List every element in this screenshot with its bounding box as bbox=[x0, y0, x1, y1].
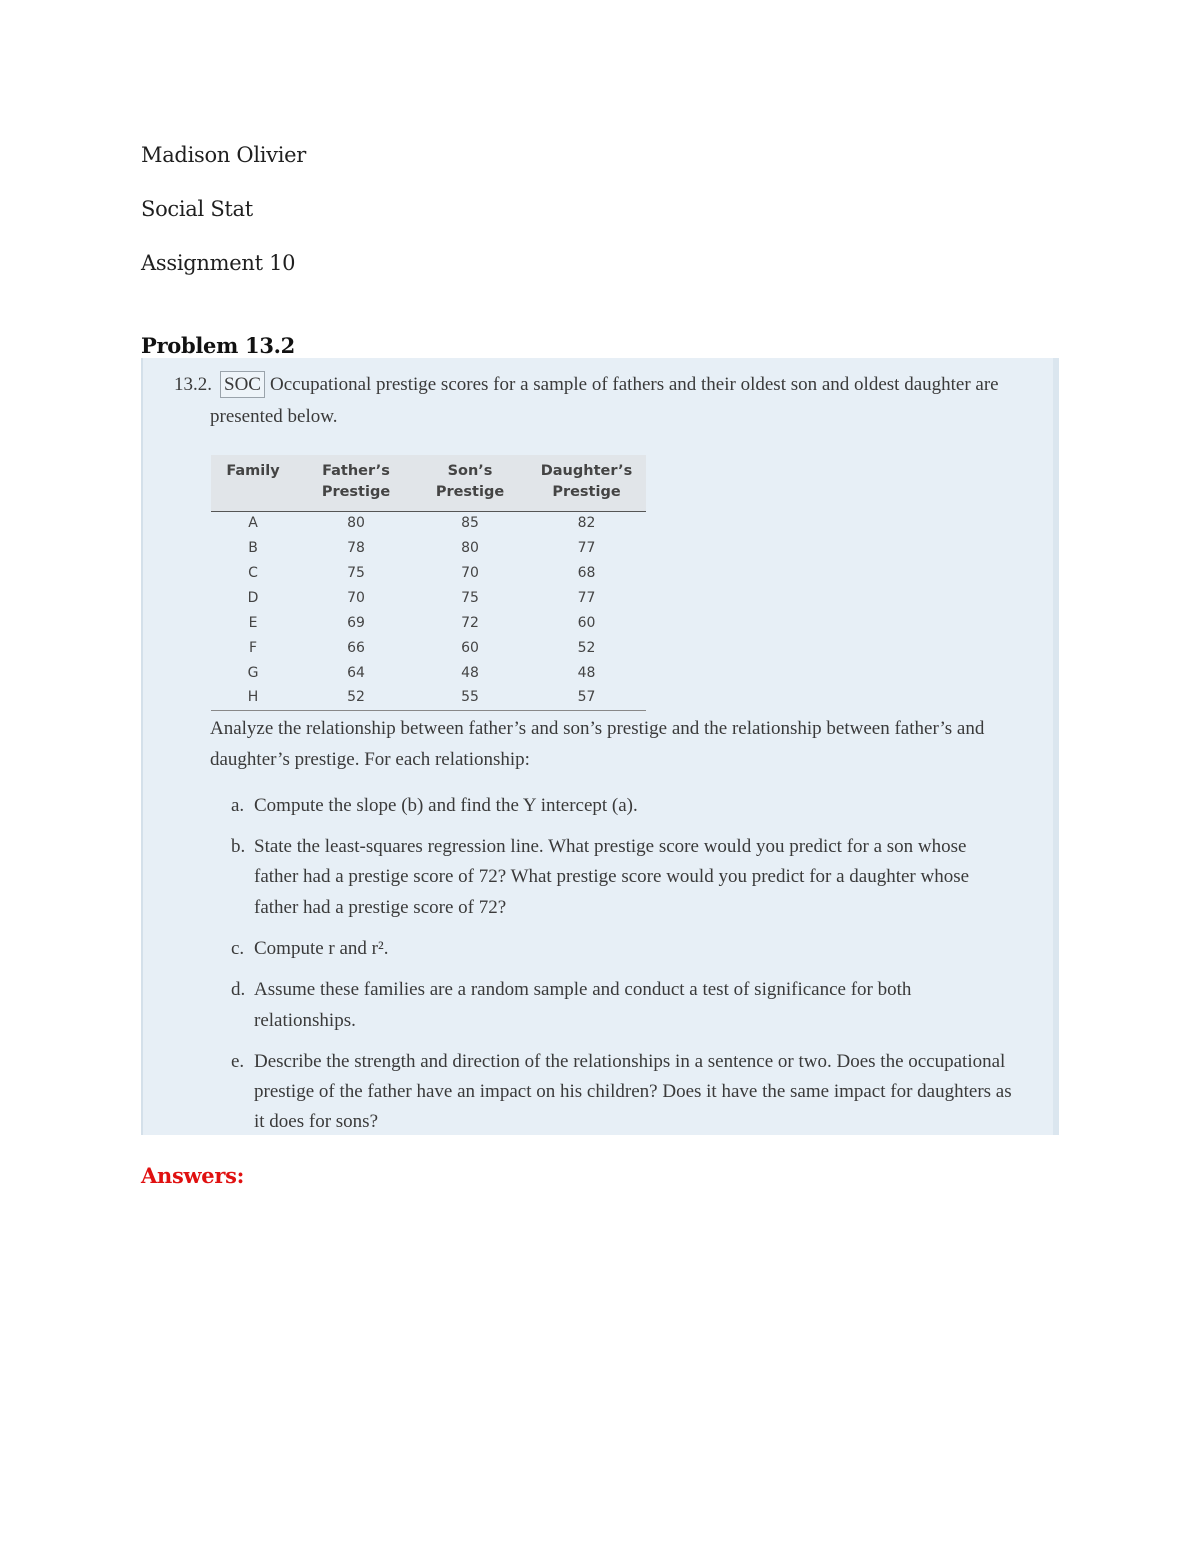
cell-daughter: 60 bbox=[577, 615, 596, 631]
problem-excerpt-panel bbox=[141, 358, 1059, 1135]
part-a-text: Compute the slope (b) and find the Y intercept (a). bbox=[254, 795, 638, 816]
cell-family: E bbox=[248, 615, 258, 631]
cell-family: H bbox=[247, 689, 259, 705]
table-row bbox=[211, 611, 646, 636]
cell-son: 75 bbox=[461, 590, 479, 606]
cell-daughter: 77 bbox=[577, 540, 596, 556]
question-number: 13.2. bbox=[174, 374, 212, 395]
cell-daughter: 57 bbox=[577, 689, 596, 705]
header-fathers-prestige: Father’s Prestige bbox=[321, 463, 391, 500]
analyze-line-2: daughter’s prestige. For each relationship: bbox=[210, 749, 530, 770]
cell-daughter: 77 bbox=[577, 590, 596, 606]
part-e-line-2: prestige of the father have an impact on his children? Does it have the same impact for daughters as bbox=[254, 1081, 1012, 1102]
part-d-line-1: Assume these families are a random sample and conduct a test of significance for both bbox=[254, 979, 912, 1000]
table-row bbox=[211, 636, 646, 661]
part-b-label: b. bbox=[231, 836, 246, 857]
part-d-label: d. bbox=[231, 979, 246, 1000]
assignment-title: Assignment 10 bbox=[141, 251, 296, 275]
cell-father: 80 bbox=[347, 515, 365, 531]
subject-tag: SOC bbox=[220, 371, 265, 398]
cell-father: 69 bbox=[347, 615, 365, 631]
cell-family: A bbox=[248, 515, 258, 531]
cell-daughter: 82 bbox=[577, 515, 596, 531]
cell-daughter: 68 bbox=[577, 565, 596, 581]
part-b-line-2: father had a prestige score of 72? What prestige score would you predict for a daughter whose bbox=[254, 866, 970, 887]
part-e-label: e. bbox=[231, 1051, 245, 1072]
part-b-line-3: father had a prestige score of 72? bbox=[254, 897, 507, 918]
cell-family: G bbox=[247, 665, 259, 681]
student-name: Madison Olivier bbox=[141, 143, 306, 167]
part-a-label: a. bbox=[231, 795, 245, 816]
part-e-line-1: Describe the strength and direction of the relationships in a sentence or two. Does the occupational bbox=[254, 1051, 1006, 1072]
header-family: Family bbox=[226, 463, 280, 479]
table-row bbox=[211, 586, 646, 611]
cell-father: 75 bbox=[347, 565, 365, 581]
header-sons-prestige: Son’s Prestige bbox=[435, 463, 505, 500]
header-daughters-prestige: Daughter’s Prestige bbox=[540, 463, 633, 500]
cell-father: 70 bbox=[347, 590, 365, 606]
question-intro-line-1: Occupational prestige scores for a sample of fathers and their oldest son and oldest daughter are bbox=[270, 374, 999, 395]
course-name: Social Stat bbox=[141, 197, 253, 221]
cell-family: F bbox=[248, 640, 258, 656]
analyze-line-1: Analyze the relationship between father’s and son’s prestige and the relationship between father’s and bbox=[210, 718, 985, 739]
cell-father: 66 bbox=[347, 640, 365, 656]
cell-daughter: 48 bbox=[577, 665, 596, 681]
cell-son: 80 bbox=[461, 540, 479, 556]
cell-son: 85 bbox=[461, 515, 479, 531]
part-d-line-2: relationships. bbox=[254, 1010, 356, 1031]
table-row bbox=[211, 561, 646, 586]
cell-father: 64 bbox=[347, 665, 365, 681]
cell-daughter: 52 bbox=[577, 640, 596, 656]
cell-father: 78 bbox=[347, 540, 365, 556]
question-intro-line-2: presented below. bbox=[210, 406, 338, 427]
cell-son: 48 bbox=[461, 665, 479, 681]
table-row bbox=[211, 685, 646, 710]
problem-heading: Problem 13.2 bbox=[141, 333, 295, 358]
table-row bbox=[211, 536, 646, 561]
cell-family: C bbox=[248, 565, 258, 581]
part-e-line-3: it does for sons? bbox=[254, 1111, 379, 1132]
table-row bbox=[211, 661, 646, 686]
table-row bbox=[211, 511, 646, 536]
cell-son: 60 bbox=[461, 640, 479, 656]
part-c-text: Compute r and r². bbox=[254, 938, 389, 959]
part-b-line-1: State the least-squares regression line. What prestige score would you predict for a son whose bbox=[254, 836, 967, 857]
cell-son: 70 bbox=[461, 565, 479, 581]
table-bottom-rule bbox=[211, 710, 646, 711]
cell-family: B bbox=[248, 540, 258, 556]
answers-heading: Answers: bbox=[141, 1163, 245, 1188]
cell-family: D bbox=[247, 590, 259, 606]
part-c-label: c. bbox=[231, 938, 245, 959]
cell-father: 52 bbox=[347, 689, 365, 705]
cell-son: 55 bbox=[461, 689, 479, 705]
cell-son: 72 bbox=[461, 615, 479, 631]
